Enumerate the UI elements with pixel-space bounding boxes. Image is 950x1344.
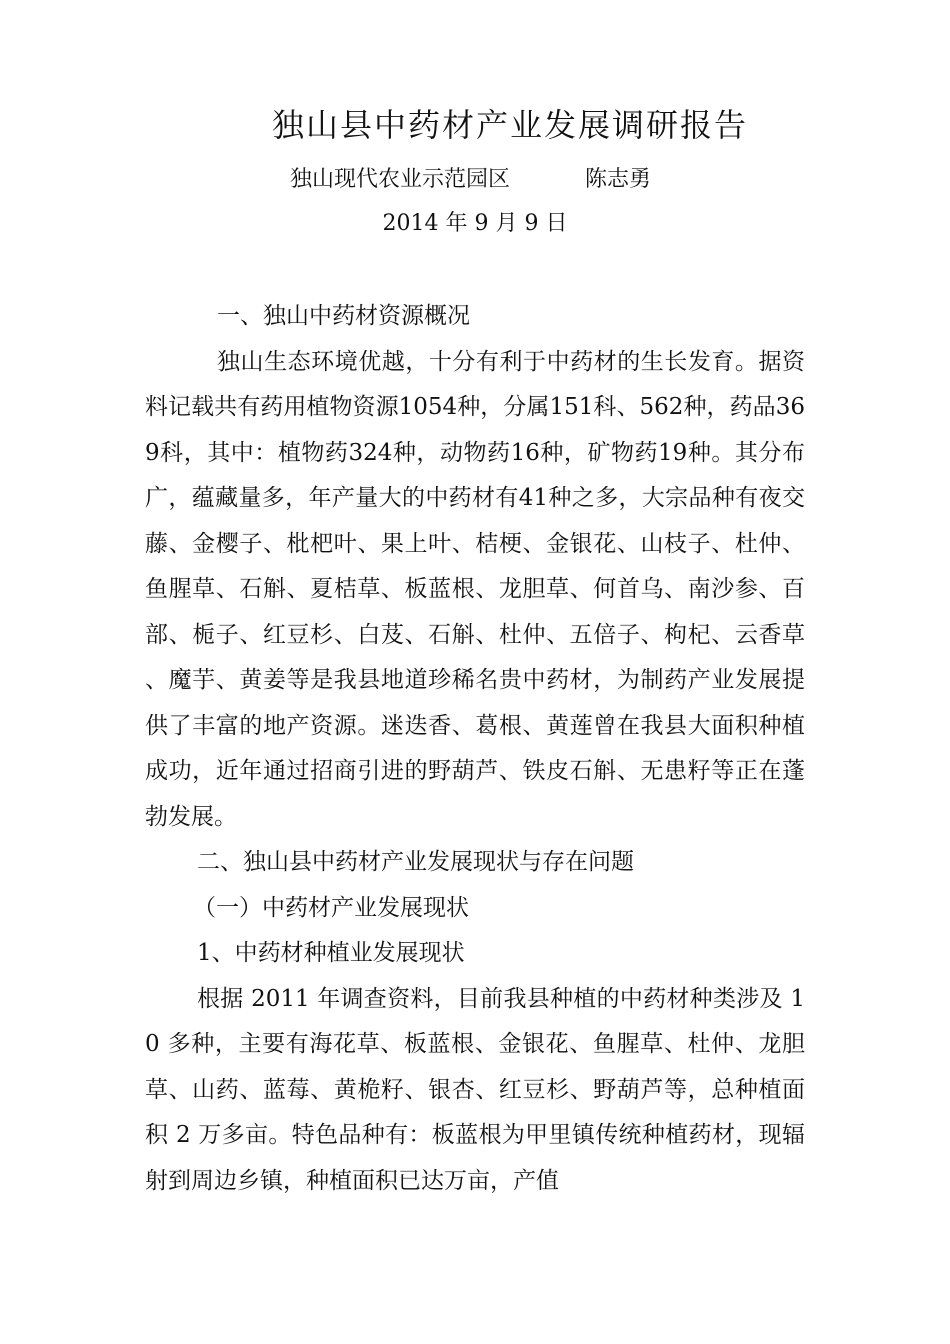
paragraph-planting-status: 根据 2011 年调查资料，目前我县种植的中药材种类涉及 10 多种，主要有海花草、板蓝根、金银花、鱼腥草、杜仲、龙胆草、山药、蓝莓、黄桅籽、银杏、红豆杉、野葫芦等，总种植面积 2 万多亩。特色品种有：板蓝根为甲里镇传统种植药材，现辐射到周边乡镇，种植面积已达万亩，产值 <box>145 985 805 1194</box>
section-heading-1: 一、独山中药材资源概况 <box>217 303 470 329</box>
document-body <box>145 294 805 1204</box>
author-name: 陈志勇 <box>585 167 652 192</box>
organization-name: 独山现代农业示范园区 <box>290 167 511 192</box>
document-title: 独山县中药材产业发展调研报告 <box>271 106 748 144</box>
subsection-heading-2-1-1: 1、中药材种植业发展现状 <box>197 940 465 966</box>
subsection-heading-2-1: （一）中药材产业发展现状 <box>193 894 469 921</box>
byline <box>0 162 950 198</box>
document-date: 2014 年 9 月 9 日 <box>382 211 568 236</box>
section-heading-2: 二、独山县中药材产业发展现状与存在问题 <box>197 849 634 875</box>
paragraph-resources: 独山生态环境优越，十分有利于中药材的生长发育。据资料记载共有药用植物资源1054种，分属151科、562种，药品369科，其中：植物药324种，动物药16种，矿物药19种。其分布广，蕴藏量多，年产量大的中药材有41种之多，大宗品种有夜交藤、金樱子、枇杷叶、果上叶、桔梗、金银花、山枝子、杜仲、鱼腥草、石斛、夏桔草、板蓝根、龙胆草、何首乌、南沙参、百部、栀子、红豆杉、白芨、石斛、杜仲、五倍子、枸杞、云香草、魔芋、黄姜等是我县地道珍稀名贵中药材，为制药产业发展提供了丰富的地产资源。迷迭香、葛根、黄莲曾在我县大面积种植成功，近年通过招商引进的野葫芦、铁皮石斛、无患籽等正在蓬勃发展。 <box>145 348 805 830</box>
